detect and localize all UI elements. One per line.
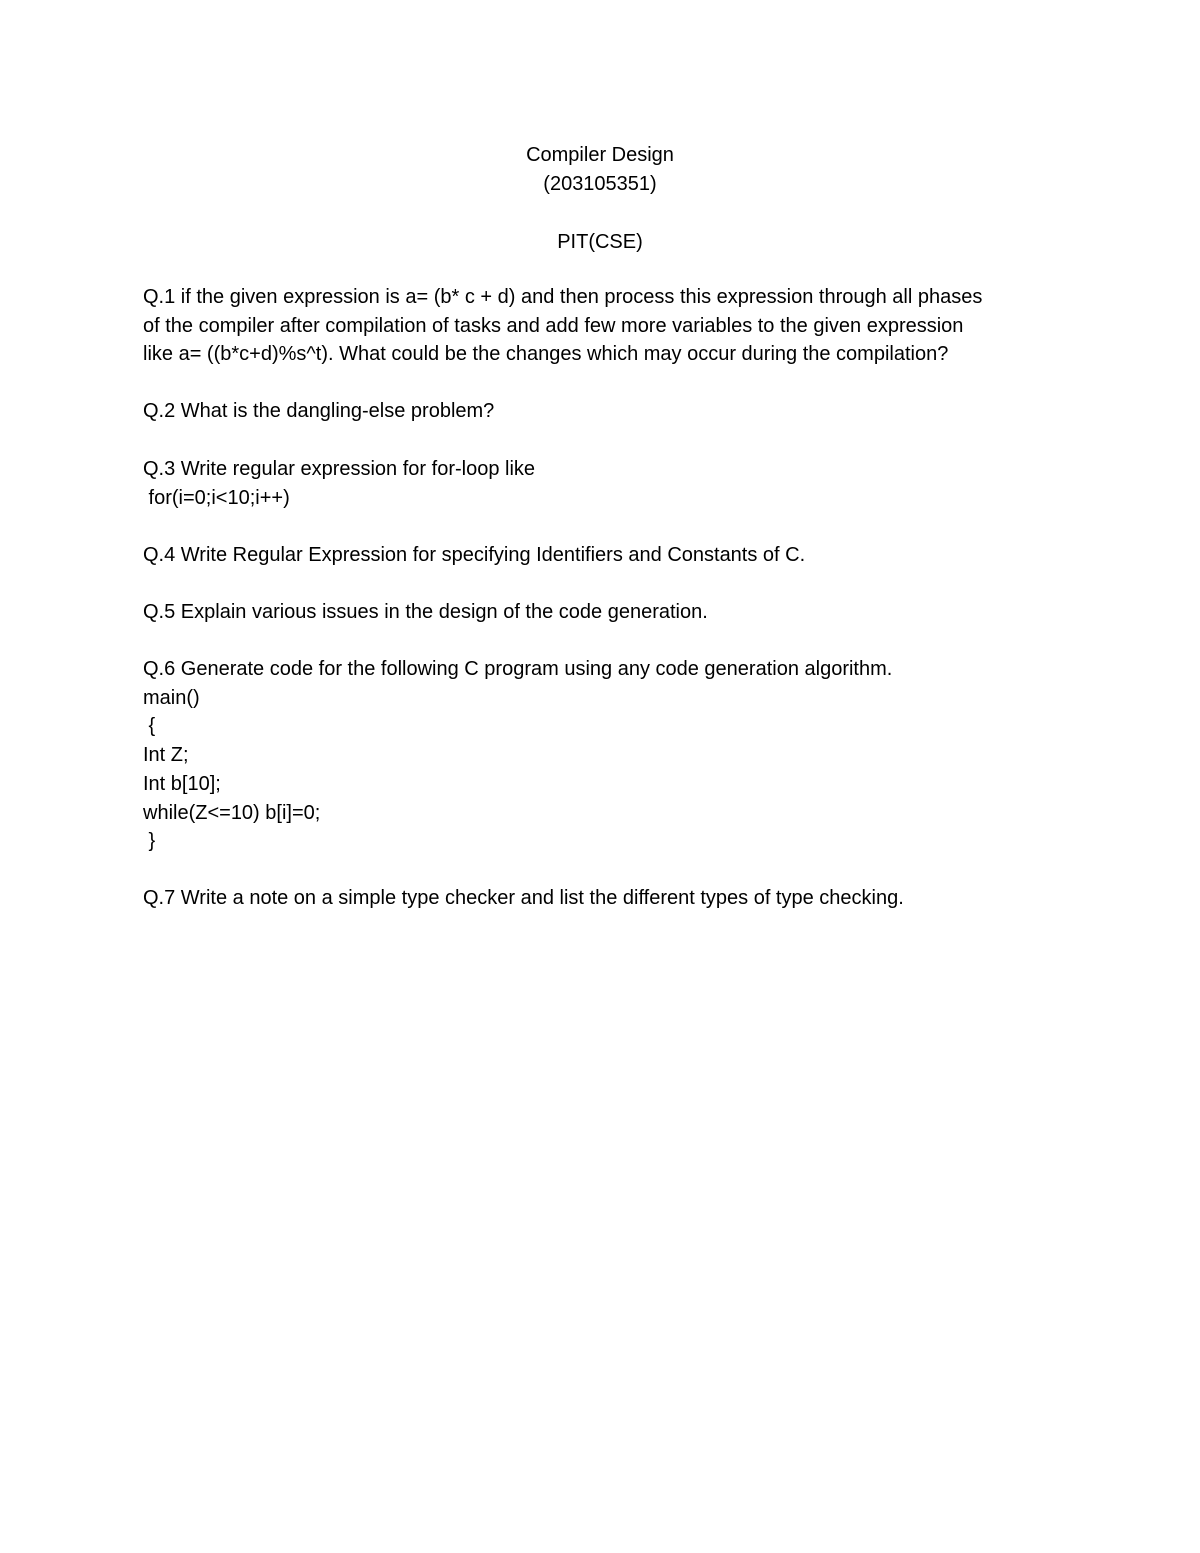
question-3	[143, 455, 1063, 512]
course-code: (203105351)	[543, 173, 657, 195]
question-7	[143, 884, 1063, 913]
question-7-line-1: Q.7 Write a note on a simple type checker and list the different types of type checking.	[143, 887, 904, 909]
question-5	[143, 598, 1063, 627]
code-line-6: }	[143, 830, 156, 853]
code-line-1: main()	[143, 686, 200, 709]
code-line-3: Int Z;	[143, 744, 189, 767]
question-1	[143, 283, 1063, 369]
code-line-4: Int b[10];	[143, 772, 221, 795]
question-4	[143, 541, 1063, 570]
question-2	[143, 397, 1063, 426]
question-1-line-2: of the compiler after compilation of tasks and add few more variables to the given expression	[143, 314, 964, 337]
code-line-5: while(Z<=10) b[i]=0;	[143, 801, 321, 824]
department: PIT(CSE)	[557, 231, 643, 253]
question-3-line-1: Q.3 Write regular expression for for-loop like	[143, 458, 536, 480]
course-title: Compiler Design	[526, 144, 674, 166]
question-1-line-1: Q.1 if the given expression is a= (b* c + d) and then process this expression through all phases	[143, 286, 983, 308]
question-3-code: for(i=0;i<10;i++)	[143, 486, 290, 509]
question-6-line-1: Q.6 Generate code for the following C program using any code generation algorithm.	[143, 658, 893, 680]
question-4-line-1: Q.4 Write Regular Expression for specifying Identifiers and Constants of C.	[143, 544, 806, 566]
question-5-line-1: Q.5 Explain various issues in the design of the code generation.	[143, 601, 708, 623]
code-line-2: {	[143, 715, 156, 738]
question-6	[143, 655, 1063, 856]
question-1-line-3: like a= ((b*c+d)%s^t). What could be the changes which may occur during the compilation?	[143, 343, 949, 366]
question-2-line-1: Q.2 What is the dangling-else problem?	[143, 400, 495, 422]
